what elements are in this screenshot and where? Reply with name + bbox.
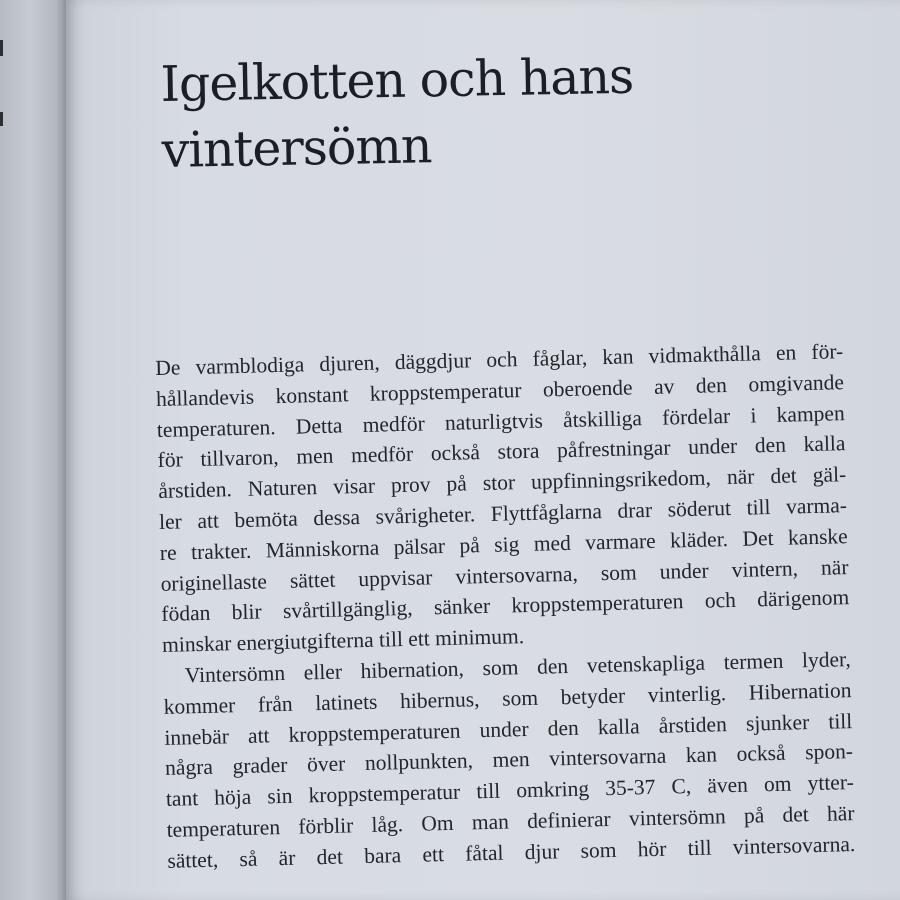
paragraph-2: [163, 644, 856, 876]
left-page-edge: [0, 0, 66, 900]
text-line: för tillvaron, men medför också stora påfrestningar under den kalla: [157, 431, 846, 473]
text-line: De varmblodiga djuren, däggdjur och fåglar, kan vidmakthålla en för-: [155, 339, 844, 380]
chapter-title-line-1: Igelkotten och hans: [160, 47, 634, 113]
text-line: temperaturen. Detta medför naturligtvis åtskilliga fördelar i kampen: [156, 400, 845, 442]
text-line: ler att bemöta dessa svårigheter. Flyttfåglarna drar söderut till varma-: [158, 493, 848, 534]
paragraph-1: [155, 336, 850, 661]
text-line: årstiden. Naturen visar prov på stor uppfinningsrikedom, när det gäl-: [158, 462, 847, 504]
body-text: [155, 336, 856, 876]
text-line: re trakter. Människorna pälsar på sig med varmare kläder. Det kanske: [159, 523, 848, 565]
text-line: Vintersömn eller hibernation, som den vetenskapliga termen lyder,: [184, 647, 851, 688]
text-line: sättet, så är det bara ett fåtal djur som hör till vintersovarna.: [167, 831, 856, 873]
text-line: temperaturen förblir låg. Om man definierar vintersömn på det här: [166, 801, 855, 842]
text-line: födan blir svårtillgänglig, sänker kroppstemperaturen och därigenom: [161, 585, 850, 627]
text-line: några grader över nollpunkten, men vintersovarna kan också spon-: [164, 739, 854, 781]
page-edge-mark: [0, 112, 3, 126]
text-line: tant höja sin kroppstemperatur till omkring 35-37 C, även om ytter-: [165, 770, 854, 812]
text-line: kommer från latinets hibernus, som betyder vinterlig. Hibernation: [163, 677, 852, 719]
chapter-title: [160, 41, 802, 184]
text-line: innebär att kroppstemperaturen under den kalla årstiden sjunker till: [164, 708, 853, 750]
chapter-title-line-2: vintersömn: [161, 117, 432, 179]
page-edge-mark: [0, 40, 3, 56]
text-line: originellaste sättet uppvisar vintersovarna, som under vintern, när: [160, 554, 849, 596]
text-line: minskar energiutgifterna till ett minimum.: [161, 624, 525, 658]
text-line: hållandevis konstant kroppstemperatur oberoende av den omgivande: [155, 369, 845, 411]
